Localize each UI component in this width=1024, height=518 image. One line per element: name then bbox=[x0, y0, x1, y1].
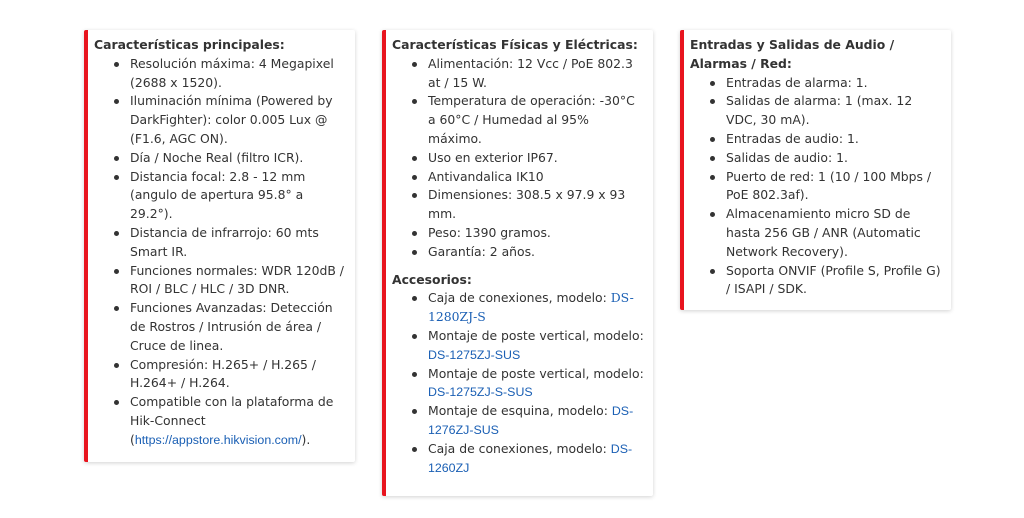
hik-connect-text: Compatible con la plataforma de Hik-Connect ( bbox=[130, 394, 334, 447]
physical-electrical-card bbox=[382, 30, 653, 496]
list-item: Temperatura de operación: -30°C a 60°C / Humedad al 95% máximo. bbox=[428, 92, 645, 148]
main-features-card bbox=[84, 30, 355, 462]
accessory-text: Caja de conexiones, modelo: bbox=[428, 290, 611, 306]
list-item bbox=[428, 365, 645, 403]
list-item: Peso: 1390 gramos. bbox=[428, 224, 645, 243]
list-item: Distancia focal: 2.8 - 12 mm (angulo de apertura 95.8° a 29.2°). bbox=[130, 168, 347, 224]
list-item: Soporta ONVIF (Profile S, Profile G) / ISAPI / SDK. bbox=[726, 262, 943, 300]
accessory-link-ds-1280zj-s[interactable]: DS-1280ZJ-S bbox=[428, 290, 634, 325]
list-item: Entradas de alarma: 1. bbox=[726, 74, 943, 93]
physical-electrical-title: Características Físicas y Eléctricas: bbox=[392, 37, 638, 52]
list-item: Antivandalica IK10 bbox=[428, 168, 645, 187]
list-item: Salidas de audio: 1. bbox=[726, 149, 943, 168]
list-item: Funciones Avanzadas: Detección de Rostros / Intrusión de área / Cruce de linea. bbox=[130, 299, 347, 355]
list-item: Resolución máxima: 4 Megapixel (2688 x 1520). bbox=[130, 55, 347, 93]
list-item: Iluminación mínima (Powered by DarkFighter): color 0.005 Lux @ (F1.6, AGC ON). bbox=[130, 92, 347, 148]
accessory-text: Caja de conexiones, modelo: bbox=[428, 440, 611, 456]
list-item: Entradas de audio: 1. bbox=[726, 130, 943, 149]
list-item: Distancia de infrarrojo: 60 mts Smart IR. bbox=[130, 224, 347, 262]
list-item: Día / Noche Real (filtro ICR). bbox=[130, 149, 347, 168]
list-item bbox=[428, 327, 645, 365]
main-features-list bbox=[94, 55, 347, 450]
list-item bbox=[428, 289, 645, 327]
main-features-title: Características principales: bbox=[94, 37, 285, 52]
audio-alarm-network-card bbox=[680, 30, 951, 310]
list-item: Alimentación: 12 Vcc / PoE 802.3 at / 15 W. bbox=[428, 55, 645, 93]
audio-alarm-network-list bbox=[690, 74, 943, 300]
hikvision-appstore-link[interactable]: https://appstore.hikvision.com/ bbox=[134, 432, 302, 447]
accessory-link-ds-1275zj-s-sus[interactable]: DS-1275ZJ-S-SUS bbox=[428, 385, 533, 400]
accessory-text: Montaje de poste vertical, modelo: bbox=[428, 365, 644, 381]
accessory-link-ds-1260zj[interactable]: DS-1260ZJ bbox=[428, 441, 633, 475]
accessory-text: Montaje de esquina, modelo: bbox=[428, 403, 612, 419]
list-item: Almacenamiento micro SD de hasta 256 GB / ANR (Automatic Network Recovery). bbox=[726, 205, 943, 261]
list-item bbox=[428, 440, 645, 478]
accessory-text: Montaje de poste vertical, modelo: bbox=[428, 327, 644, 343]
list-item: Garantía: 2 años. bbox=[428, 243, 645, 262]
physical-electrical-list bbox=[392, 55, 645, 262]
list-item: Dimensiones: 308.5 x 97.9 x 93 mm. bbox=[428, 186, 645, 224]
list-item: Salidas de alarma: 1 (max. 12 VDC, 30 mA). bbox=[726, 92, 943, 130]
accessory-link-ds-1275zj-sus[interactable]: DS-1275ZJ-SUS bbox=[428, 347, 521, 362]
accessories-title: Accesorios: bbox=[392, 271, 472, 287]
list-item: Puerto de red: 1 (10 / 100 Mbps / PoE 802.3af). bbox=[726, 168, 943, 206]
list-item bbox=[428, 402, 645, 440]
list-item: Compresión: H.265+ / H.265 / H.264+ / H.264. bbox=[130, 356, 347, 394]
accessories-list bbox=[392, 289, 645, 477]
list-item: Uso en exterior IP67. bbox=[428, 149, 645, 168]
accessory-link-ds-1276zj-sus[interactable]: DS-1276ZJ-SUS bbox=[428, 404, 634, 437]
audio-alarm-network-title: Entradas y Salidas de Audio / Alarmas / Red: bbox=[690, 37, 895, 71]
list-item: Funciones normales: WDR 120dB / ROI / BLC / HLC / 3D DNR. bbox=[130, 262, 347, 300]
list-item bbox=[130, 393, 347, 449]
hik-connect-suffix: ). bbox=[301, 431, 311, 447]
